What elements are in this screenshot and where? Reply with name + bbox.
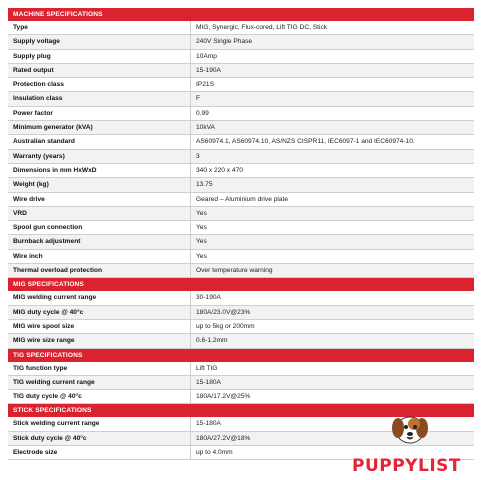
spec-row xyxy=(8,207,474,221)
spec-label: Wire inch xyxy=(8,250,191,263)
spec-value: Yes xyxy=(196,252,207,260)
spec-row xyxy=(8,164,474,178)
spec-label: Stick welding current range xyxy=(8,417,191,430)
spec-row xyxy=(8,64,474,78)
spec-value: 0.6-1.2mm xyxy=(196,337,228,345)
spec-row xyxy=(8,320,474,334)
spec-value: 15-190A xyxy=(196,66,221,74)
spec-row xyxy=(8,334,474,348)
spec-label: Minimum generator (kVA) xyxy=(8,121,191,134)
spec-value: up to 5kg or 200mm xyxy=(196,322,255,330)
spec-value: AS60974.1, AS60974.10, AS/NZS CISPR11, IEC6097-1 and IEC60974-10. xyxy=(196,138,415,146)
spec-label: TIG duty cycle @ 40°c xyxy=(8,390,191,403)
spec-value: 180A/23.0V@23% xyxy=(196,308,251,316)
spec-value: 10kVA xyxy=(196,124,215,132)
spec-table xyxy=(8,8,474,460)
spec-value: Yes xyxy=(196,209,207,217)
spec-row xyxy=(8,21,474,35)
spec-label: Thermal overload protection xyxy=(8,264,191,277)
spec-value: Geared – Aluminium drive plate xyxy=(196,195,288,203)
spec-value: Yes xyxy=(196,238,207,246)
spec-value: 0.99 xyxy=(196,109,209,117)
spec-label: Wire drive xyxy=(8,193,191,206)
spec-label: VRD xyxy=(8,207,191,220)
spec-row xyxy=(8,291,474,305)
spec-label: Spool gun connection xyxy=(8,221,191,234)
spec-label: Power factor xyxy=(8,107,191,120)
spec-value: 340 x 220 x 470 xyxy=(196,166,243,174)
spec-value: MIG, Synergic, Flux-cored, Lift TIG DC, Stick xyxy=(196,24,328,31)
spec-label: Insulation class xyxy=(8,92,191,105)
spec-value: 15-180A xyxy=(196,378,221,386)
spec-value: 240V Single Phase xyxy=(196,38,253,46)
spec-row xyxy=(8,221,474,235)
spec-value: 30-190A xyxy=(196,294,221,302)
spec-row xyxy=(8,121,474,135)
spec-row xyxy=(8,193,474,207)
spec-value: Yes xyxy=(196,224,207,232)
spec-label: TIG welding current range xyxy=(8,376,191,389)
spec-row xyxy=(8,135,474,149)
section-header: MIG SPECIFICATIONS xyxy=(8,278,474,291)
spec-row xyxy=(8,178,474,192)
spec-row xyxy=(8,235,474,249)
spec-label: Supply voltage xyxy=(8,35,191,48)
puppy-logo-icon xyxy=(388,406,432,450)
spec-label: MIG duty cycle @ 40°c xyxy=(8,306,191,319)
spec-row xyxy=(8,250,474,264)
spec-label: Protection class xyxy=(8,78,191,91)
spec-label: Weight (kg) xyxy=(8,178,191,191)
spec-value: 180A/17.2V@25% xyxy=(196,393,251,401)
spec-label: MIG welding current range xyxy=(8,291,191,304)
spec-row xyxy=(8,376,474,390)
spec-label: Stick duty cycle @ 40°c xyxy=(8,432,191,445)
spec-value: Over temperature warning xyxy=(196,267,273,275)
spec-row xyxy=(8,390,474,404)
puppylist-watermark xyxy=(352,406,470,476)
spec-label: Dimensions in mm HxWxD xyxy=(8,164,191,177)
spec-row xyxy=(8,35,474,49)
spec-label: MIG wire size range xyxy=(8,334,191,347)
spec-label: Burnback adjustment xyxy=(8,235,191,248)
section-header: STICK SPECIFICATIONS xyxy=(8,404,474,417)
spec-row xyxy=(8,50,474,64)
spec-label: Rated output xyxy=(8,64,191,77)
spec-row xyxy=(8,306,474,320)
spec-value: 180A/27.2V@18% xyxy=(196,434,251,442)
spec-row xyxy=(8,362,474,376)
spec-row xyxy=(8,264,474,278)
watermark-text: PUPPYLIST xyxy=(352,456,461,476)
spec-label: MIG wire spool size xyxy=(8,320,191,333)
spec-value: 15-180A xyxy=(196,420,221,428)
spec-value: 10Amp xyxy=(196,52,217,60)
section-header: MACHINE SPECIFICATIONS xyxy=(8,8,474,21)
spec-label: Type xyxy=(8,21,191,34)
section-header: TIG SPECIFICATIONS xyxy=(8,349,474,362)
spec-row xyxy=(8,92,474,106)
spec-label: Electrode size xyxy=(8,446,191,459)
spec-value: IP21S xyxy=(196,81,214,89)
spec-label: Warranty (years) xyxy=(8,150,191,163)
spec-label: Supply plug xyxy=(8,50,191,63)
spec-value: up to 4.0mm xyxy=(196,449,233,457)
spec-row xyxy=(8,78,474,92)
spec-label: TIG function type xyxy=(8,362,191,375)
spec-value: Lift TIG xyxy=(196,364,218,372)
spec-row xyxy=(8,107,474,121)
spec-value: 3 xyxy=(196,152,200,160)
spec-value: 13.75 xyxy=(196,181,213,189)
spec-value: F xyxy=(196,95,201,103)
spec-label: Australian standard xyxy=(8,135,191,148)
spec-row xyxy=(8,150,474,164)
